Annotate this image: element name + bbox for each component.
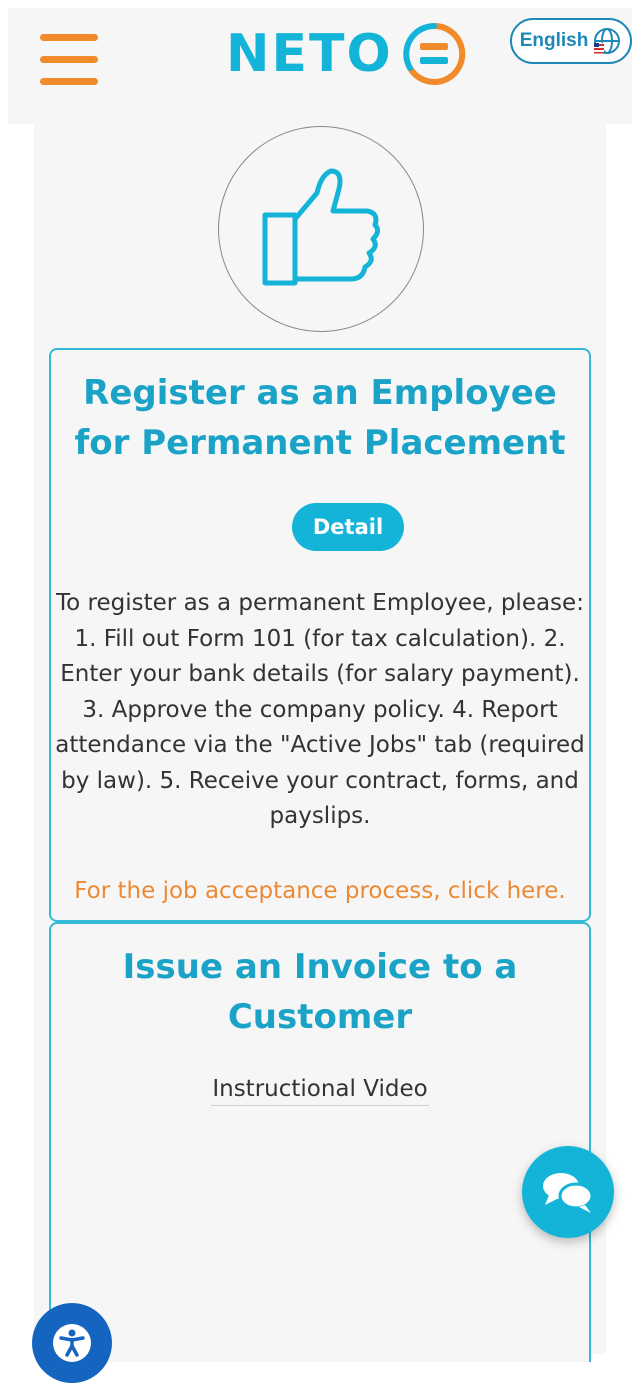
- hamburger-menu-icon[interactable]: [40, 34, 98, 86]
- menu-bar: [40, 56, 98, 63]
- invoice-card: [49, 922, 591, 1362]
- card-title: Issue an Invoice to a Customer: [122, 947, 518, 1037]
- accessibility-icon: [53, 1324, 91, 1362]
- header: [8, 8, 632, 124]
- hero-circle: [218, 126, 424, 332]
- accessibility-button[interactable]: [32, 1303, 112, 1383]
- logo[interactable]: [226, 18, 467, 90]
- instructional-video-link[interactable]: Instructional Video: [211, 1076, 429, 1106]
- detail-button[interactable]: Detail: [292, 503, 404, 551]
- card-title: Register as an Employee for Permanent Placement: [74, 373, 566, 463]
- menu-bar: [40, 78, 98, 85]
- chat-bubbles-icon: [541, 1169, 595, 1215]
- us-flag-icon: [593, 42, 605, 54]
- thumbs-up-icon: [259, 167, 383, 291]
- globe-icon: [592, 26, 622, 56]
- language-selector-button[interactable]: [510, 18, 632, 64]
- menu-bar: [40, 34, 98, 41]
- job-acceptance-link[interactable]: For the job acceptance process, click here.: [74, 878, 566, 904]
- chat-button[interactable]: [522, 1146, 614, 1238]
- employee-registration-card: [49, 348, 591, 922]
- equals-circle-icon: [401, 21, 467, 87]
- card-description: To register as a permanent Employee, please: 1. Fill out Form 101 (for tax calculation). 2. Enter your bank details (for salary payment). 3. Approve the company policy. 4. Report attendance via the "Active Jobs" tab (required by law). 5. Receive your contract, forms, and payslips.: [55, 590, 585, 829]
- language-label: English: [519, 30, 589, 51]
- logo-text: NETO: [226, 24, 393, 84]
